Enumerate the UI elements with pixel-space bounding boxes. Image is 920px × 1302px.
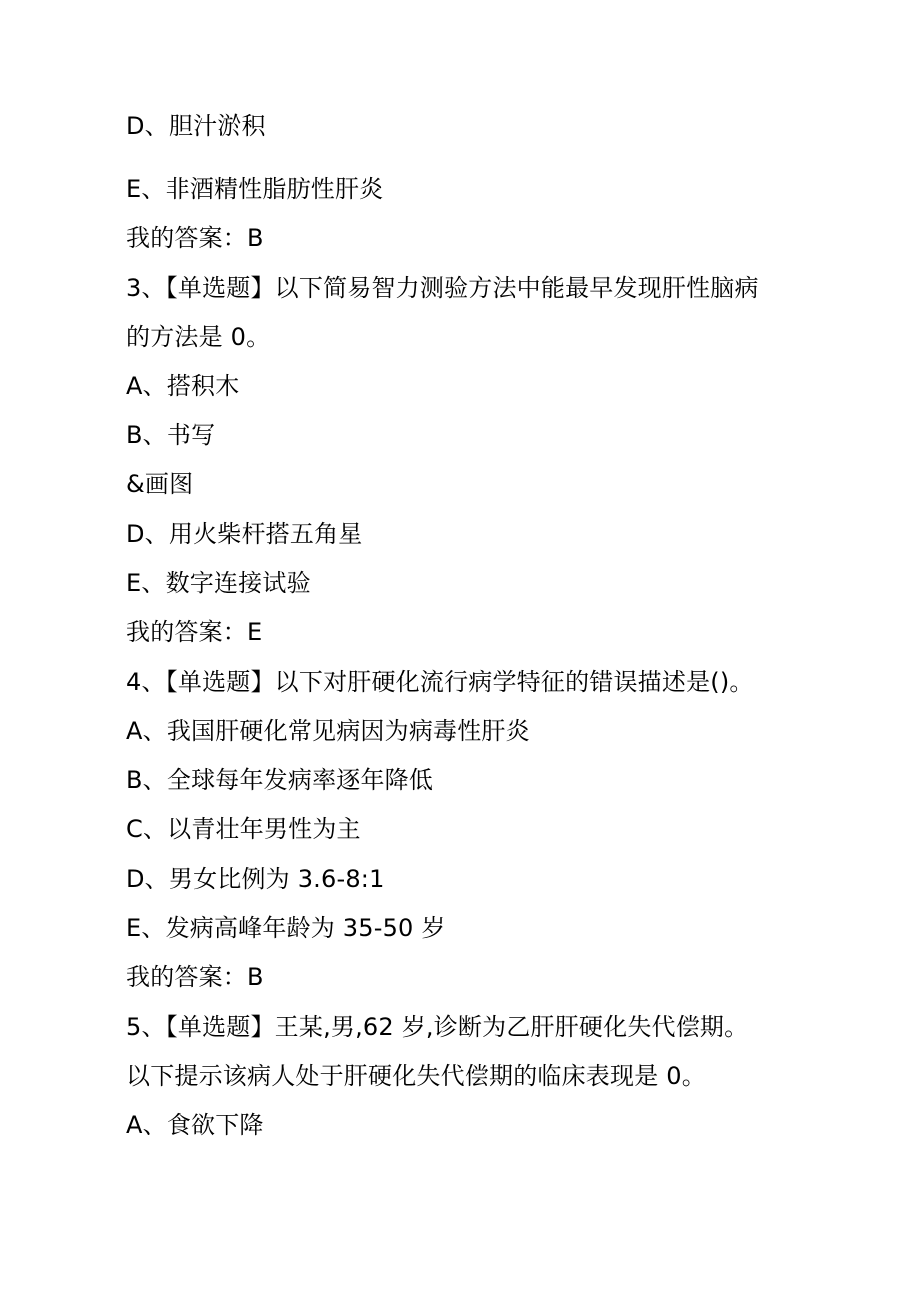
option-line: A、我国肝硬化常见病因为病毒性肝炎 <box>126 717 530 745</box>
option-line: D、用火柴杆搭五角星 <box>126 520 363 548</box>
option-line: &画图 <box>126 470 194 498</box>
question-line: 3、【单选题】以下简易智力测验方法中能最早发现肝性脑病 <box>126 274 759 302</box>
option-line: B、全球每年发病率逐年降低 <box>126 766 434 794</box>
answer-line: 我的答案：E <box>126 618 263 646</box>
option-line: A、搭积木 <box>126 372 240 400</box>
answer-line: 我的答案：B <box>126 963 264 991</box>
question-line: 以下提示该病人处于肝硬化失代偿期的临床表现是 0。 <box>126 1062 706 1090</box>
option-line: D、胆汁淤积 <box>126 112 266 140</box>
option-line: E、发病高峰年龄为 35-50 岁 <box>126 914 446 942</box>
option-line: C、以青壮年男性为主 <box>126 815 361 843</box>
answer-line: 我的答案：B <box>126 224 264 252</box>
option-line: A、食欲下降 <box>126 1111 264 1139</box>
option-line: E、数字连接试验 <box>126 569 311 597</box>
option-line: E、非酒精性脂肪性肝炎 <box>126 175 384 203</box>
option-line: D、男女比例为 3.6-8:1 <box>126 865 385 893</box>
question-line: 4、【单选题】以下对肝硬化流行病学特征的错误描述是()。 <box>126 668 754 696</box>
option-line: B、书写 <box>126 421 216 449</box>
question-line: 的方法是 0。 <box>126 323 271 351</box>
question-line: 5、【单选题】王某,男,62 岁,诊断为乙肝肝硬化失代偿期。 <box>126 1013 749 1041</box>
